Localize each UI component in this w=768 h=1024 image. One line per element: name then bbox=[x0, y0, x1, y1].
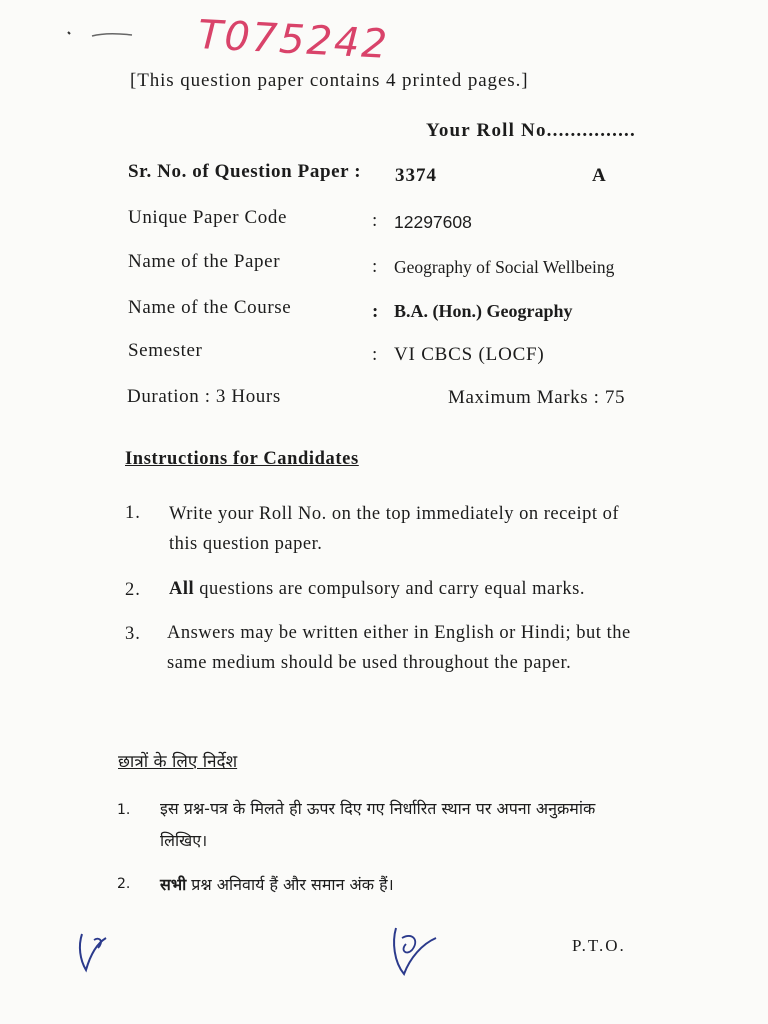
pen-scribble bbox=[62, 22, 142, 46]
instruction-2-number: 2. bbox=[125, 580, 141, 600]
pto-label: P.T.O. bbox=[572, 936, 626, 955]
instructions-heading: Instructions for Candidates bbox=[125, 449, 359, 469]
initial-signature-center bbox=[386, 918, 442, 980]
hindi-instruction-2-text bbox=[160, 873, 394, 895]
paper-name-label: Name of the Paper bbox=[128, 251, 281, 272]
instruction-3-number: 3. bbox=[125, 624, 141, 644]
instruction-2-rest: questions are compulsory and carry equal marks. bbox=[194, 579, 585, 599]
hindi-instruction-2-rest: प्रश्न अनिवार्य हैं और समान अंक हैं। bbox=[186, 875, 394, 894]
instruction-2-bold: All bbox=[169, 579, 195, 599]
unique-code-label: Unique Paper Code bbox=[128, 207, 287, 228]
pages-note: [This question paper contains 4 printed pages.] bbox=[130, 70, 529, 91]
paper-name-value: Geography of Social Wellbeing bbox=[394, 257, 615, 277]
paper-set: A bbox=[592, 165, 606, 186]
instruction-1-text: Write your Roll No. on the top immediately on receipt of this question paper. bbox=[169, 504, 620, 554]
unique-code-sep: : bbox=[372, 210, 378, 231]
instruction-3-text: Answers may be written either in English or Hindi; but the same medium should be used throughout the paper. bbox=[167, 623, 631, 673]
instruction-1-number: 1. bbox=[125, 503, 141, 523]
unique-code-value: 12297608 bbox=[394, 212, 472, 232]
course-name-value: B.A. (Hon.) Geography bbox=[394, 301, 573, 321]
course-name-label: Name of the Course bbox=[128, 297, 292, 318]
hindi-heading: छात्रों के लिए निर्देश bbox=[118, 752, 238, 772]
hindi-instruction-2-number: 2. bbox=[117, 876, 131, 892]
roll-no-field: Your Roll No............... bbox=[426, 120, 636, 141]
semester-sep: : bbox=[372, 344, 378, 365]
duration: Duration : 3 Hours bbox=[127, 386, 281, 407]
handwritten-code: T075242 bbox=[196, 12, 391, 68]
semester-label: Semester bbox=[128, 340, 203, 361]
hindi-instruction-1-text: इस प्रश्न-पत्र के मिलते ही ऊपर दिए गए निर्धारित स्थान पर अपना अनुक्रमांक लिखिए। bbox=[160, 799, 596, 850]
max-marks: Maximum Marks : 75 bbox=[448, 387, 626, 408]
sr-no-value: 3374 bbox=[395, 165, 437, 186]
hindi-instruction-2-bold: सभी bbox=[160, 875, 187, 894]
course-name-sep: : bbox=[372, 301, 379, 322]
semester-value: VI CBCS (LOCF) bbox=[394, 344, 545, 365]
paper-name-sep: : bbox=[372, 256, 378, 277]
initial-signature-left bbox=[74, 926, 114, 976]
instruction-2-text bbox=[169, 574, 639, 604]
sr-no-label: Sr. No. of Question Paper : bbox=[128, 161, 362, 182]
hindi-instruction-1-number: 1. bbox=[117, 802, 131, 818]
